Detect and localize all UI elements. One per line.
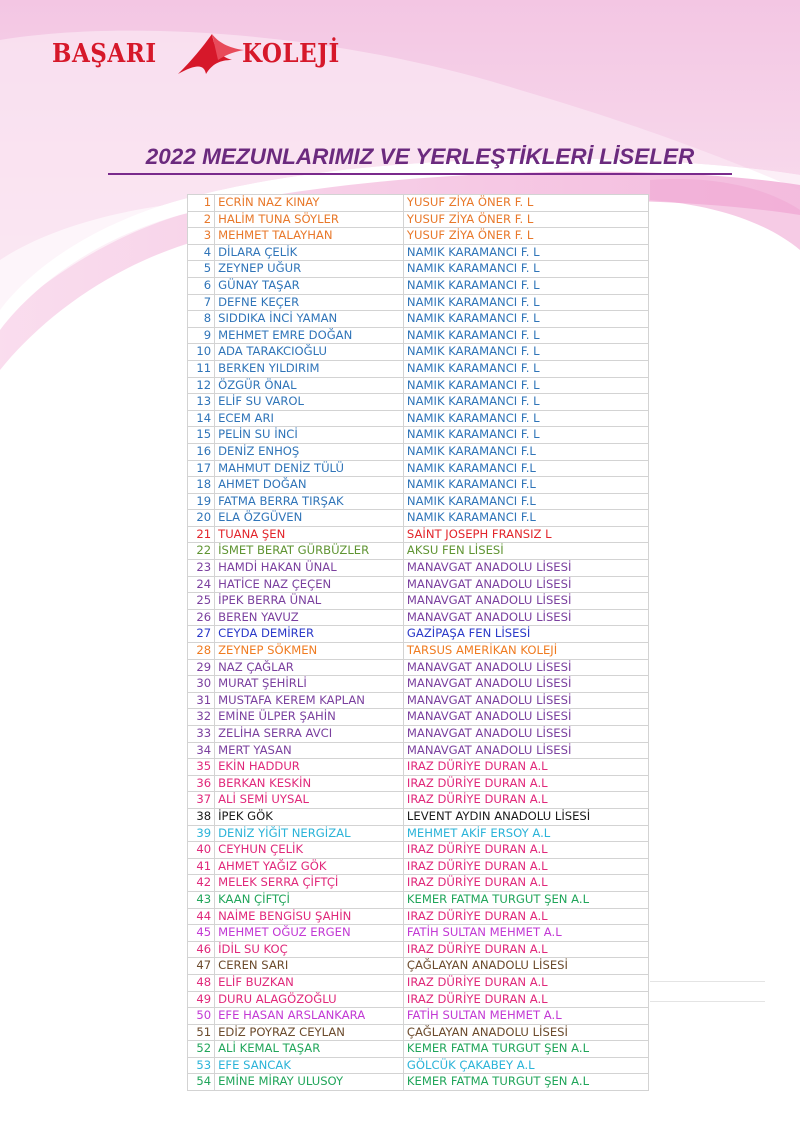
row-number: 47 xyxy=(188,958,215,975)
table-row xyxy=(188,709,649,726)
student-name: EMİNE MİRAY ULUSOY xyxy=(215,1074,404,1091)
row-number: 39 xyxy=(188,825,215,842)
school-name: NAMIK KARAMANCI F.L xyxy=(403,460,648,477)
student-name: ALİ KEMAL TAŞAR xyxy=(215,1041,404,1058)
student-name: DİLARA ÇELİK xyxy=(215,244,404,261)
row-number: 49 xyxy=(188,991,215,1008)
row-number: 14 xyxy=(188,410,215,427)
row-number: 8 xyxy=(188,311,215,328)
row-number: 44 xyxy=(188,908,215,925)
row-number: 16 xyxy=(188,443,215,460)
student-name: ECEM ARI xyxy=(215,410,404,427)
school-name: NAMIK KARAMANCI F. L xyxy=(403,277,648,294)
table-row xyxy=(188,1074,649,1091)
table-row xyxy=(188,742,649,759)
student-name: DEFNE KEÇER xyxy=(215,294,404,311)
row-number: 29 xyxy=(188,659,215,676)
row-number: 3 xyxy=(188,228,215,245)
school-name: IRAZ DÜRİYE DURAN A.L xyxy=(403,875,648,892)
student-name: MAHMUT DENİZ TÜLÜ xyxy=(215,460,404,477)
school-name: MANAVGAT ANADOLU LİSESİ xyxy=(403,692,648,709)
row-number: 19 xyxy=(188,493,215,510)
student-name: CEYHUN ÇELİK xyxy=(215,842,404,859)
school-name: NAMIK KARAMANCI F. L xyxy=(403,311,648,328)
school-name: IRAZ DÜRİYE DURAN A.L xyxy=(403,991,648,1008)
school-name: MANAVGAT ANADOLU LİSESİ xyxy=(403,709,648,726)
table-row xyxy=(188,477,649,494)
student-name: İPEK BERRA ÜNAL xyxy=(215,593,404,610)
table-row xyxy=(188,228,649,245)
student-name: HATİCE NAZ ÇEÇEN xyxy=(215,576,404,593)
table-row xyxy=(188,1024,649,1041)
student-name: GÜNAY TAŞAR xyxy=(215,277,404,294)
row-number: 1 xyxy=(188,195,215,212)
student-name: HALİM TUNA SÖYLER xyxy=(215,211,404,228)
table-row xyxy=(188,875,649,892)
table-row xyxy=(188,327,649,344)
table-row xyxy=(188,842,649,859)
student-name: HAMDİ HAKAN ÜNAL xyxy=(215,560,404,577)
student-name: ALİ SEMİ UYSAL xyxy=(215,792,404,809)
row-number: 23 xyxy=(188,560,215,577)
row-number: 7 xyxy=(188,294,215,311)
table-row xyxy=(188,427,649,444)
school-name: IRAZ DÜRİYE DURAN A.L xyxy=(403,974,648,991)
row-number: 36 xyxy=(188,775,215,792)
row-number: 13 xyxy=(188,394,215,411)
table-row xyxy=(188,858,649,875)
row-number: 41 xyxy=(188,858,215,875)
table-row xyxy=(188,925,649,942)
school-name: SAİNT JOSEPH FRANSIZ L xyxy=(403,526,648,543)
student-name: CEREN SARI xyxy=(215,958,404,975)
row-number: 25 xyxy=(188,593,215,610)
student-name: ZELİHA SERRA AVCI xyxy=(215,726,404,743)
school-name: GAZİPAŞA FEN LİSESİ xyxy=(403,626,648,643)
table-row xyxy=(188,543,649,560)
table-row xyxy=(188,808,649,825)
student-name: EDİZ POYRAZ CEYLAN xyxy=(215,1024,404,1041)
school-name: NAMIK KARAMANCI F. L xyxy=(403,427,648,444)
row-number: 27 xyxy=(188,626,215,643)
school-name: MANAVGAT ANADOLU LİSESİ xyxy=(403,659,648,676)
student-name: NAZ ÇAĞLAR xyxy=(215,659,404,676)
row-number: 52 xyxy=(188,1041,215,1058)
student-name: MERT YASAN xyxy=(215,742,404,759)
school-name: NAMIK KARAMANCI F. L xyxy=(403,394,648,411)
table-row xyxy=(188,460,649,477)
student-name: MEHMET TALAYHAN xyxy=(215,228,404,245)
logo-text-right: KOLEJİ xyxy=(242,38,340,70)
school-name: MANAVGAT ANADOLU LİSESİ xyxy=(403,609,648,626)
row-number: 18 xyxy=(188,477,215,494)
table-row xyxy=(188,394,649,411)
school-name: YUSUF ZİYA ÖNER F. L xyxy=(403,228,648,245)
row-number: 24 xyxy=(188,576,215,593)
table-row xyxy=(188,775,649,792)
table-row xyxy=(188,526,649,543)
school-name: MANAVGAT ANADOLU LİSESİ xyxy=(403,576,648,593)
table-row xyxy=(188,360,649,377)
row-number: 54 xyxy=(188,1074,215,1091)
school-name: MANAVGAT ANADOLU LİSESİ xyxy=(403,676,648,693)
school-name: IRAZ DÜRİYE DURAN A.L xyxy=(403,759,648,776)
table-row xyxy=(188,244,649,261)
row-number: 12 xyxy=(188,377,215,394)
row-number: 30 xyxy=(188,676,215,693)
table-row xyxy=(188,991,649,1008)
student-name: EKİN HADDUR xyxy=(215,759,404,776)
school-name: ÇAĞLAYAN ANADOLU LİSESİ xyxy=(403,1024,648,1041)
table-row xyxy=(188,692,649,709)
row-number: 9 xyxy=(188,327,215,344)
table-row xyxy=(188,1057,649,1074)
row-number: 37 xyxy=(188,792,215,809)
school-name: MEHMET AKİF ERSOY A.L xyxy=(403,825,648,842)
row-number: 34 xyxy=(188,742,215,759)
row-number: 10 xyxy=(188,344,215,361)
school-name: NAMIK KARAMANCI F. L xyxy=(403,244,648,261)
table-row xyxy=(188,792,649,809)
school-name: NAMIK KARAMANCI F. L xyxy=(403,377,648,394)
student-name: PELİN SU İNCİ xyxy=(215,427,404,444)
student-name: MUSTAFA KEREM KAPLAN xyxy=(215,692,404,709)
student-name: TUANA ŞEN xyxy=(215,526,404,543)
row-number: 48 xyxy=(188,974,215,991)
table-row xyxy=(188,1008,649,1025)
student-name: ÖZGÜR ÖNAL xyxy=(215,377,404,394)
school-name: KEMER FATMA TURGUT ŞEN A.L xyxy=(403,1041,648,1058)
table-row xyxy=(188,377,649,394)
school-name: IRAZ DÜRİYE DURAN A.L xyxy=(403,908,648,925)
school-name: TARSUS AMERİKAN KOLEJİ xyxy=(403,643,648,660)
school-name: IRAZ DÜRİYE DURAN A.L xyxy=(403,858,648,875)
table-row xyxy=(188,510,649,527)
table-row xyxy=(188,294,649,311)
student-name: FATMA BERRA TIRŞAK xyxy=(215,493,404,510)
logo-text-left: BAŞARI xyxy=(52,38,157,70)
table-row xyxy=(188,974,649,991)
student-name: MELEK SERRA ÇİFTÇİ xyxy=(215,875,404,892)
row-number: 38 xyxy=(188,808,215,825)
school-name: NAMIK KARAMANCI F. L xyxy=(403,410,648,427)
row-number: 33 xyxy=(188,726,215,743)
divider-line xyxy=(650,1001,765,1002)
table-row xyxy=(188,659,649,676)
row-number: 26 xyxy=(188,609,215,626)
student-name: EFE HASAN ARSLANKARA xyxy=(215,1008,404,1025)
school-name: KEMER FATMA TURGUT ŞEN A.L xyxy=(403,891,648,908)
row-number: 35 xyxy=(188,759,215,776)
school-name: FATİH SULTAN MEHMET A.L xyxy=(403,925,648,942)
school-name: FATİH SULTAN MEHMET A.L xyxy=(403,1008,648,1025)
table-row xyxy=(188,676,649,693)
student-name: AHMET YAĞIZ GÖK xyxy=(215,858,404,875)
row-number: 6 xyxy=(188,277,215,294)
school-name: NAMIK KARAMANCI F.L xyxy=(403,443,648,460)
student-name: DURU ALAGÖZOĞLU xyxy=(215,991,404,1008)
table-row xyxy=(188,211,649,228)
table-row xyxy=(188,311,649,328)
student-name: EMİNE ÜLPER ŞAHİN xyxy=(215,709,404,726)
table-row xyxy=(188,1041,649,1058)
row-number: 28 xyxy=(188,643,215,660)
graduates-table-body xyxy=(188,195,649,1091)
table-row xyxy=(188,443,649,460)
row-number: 2 xyxy=(188,211,215,228)
table-row xyxy=(188,493,649,510)
school-name: NAMIK KARAMANCI F. L xyxy=(403,294,648,311)
table-row xyxy=(188,593,649,610)
row-number: 11 xyxy=(188,360,215,377)
student-name: BERKEN YILDIRIM xyxy=(215,360,404,377)
student-name: MURAT ŞEHİRLİ xyxy=(215,676,404,693)
table-row xyxy=(188,560,649,577)
row-number: 46 xyxy=(188,941,215,958)
school-name: NAMIK KARAMANCI F. L xyxy=(403,360,648,377)
table-row xyxy=(188,626,649,643)
school-name: AKSU FEN LİSESİ xyxy=(403,543,648,560)
row-number: 4 xyxy=(188,244,215,261)
student-name: EFE SANCAK xyxy=(215,1057,404,1074)
student-name: CEYDA DEMİRER xyxy=(215,626,404,643)
row-number: 32 xyxy=(188,709,215,726)
table-row xyxy=(188,576,649,593)
student-name: İDİL SU KOÇ xyxy=(215,941,404,958)
school-name: MANAVGAT ANADOLU LİSESİ xyxy=(403,560,648,577)
row-number: 20 xyxy=(188,510,215,527)
table-row xyxy=(188,726,649,743)
student-name: AHMET DOĞAN xyxy=(215,477,404,494)
school-name: MANAVGAT ANADOLU LİSESİ xyxy=(403,593,648,610)
school-name: IRAZ DÜRİYE DURAN A.L xyxy=(403,842,648,859)
row-number: 50 xyxy=(188,1008,215,1025)
student-name: MEHMET EMRE DOĞAN xyxy=(215,327,404,344)
table-row xyxy=(188,261,649,278)
school-name: IRAZ DÜRİYE DURAN A.L xyxy=(403,775,648,792)
table-row xyxy=(188,609,649,626)
school-name: NAMIK KARAMANCI F. L xyxy=(403,327,648,344)
table-row xyxy=(188,958,649,975)
row-number: 51 xyxy=(188,1024,215,1041)
row-number: 5 xyxy=(188,261,215,278)
table-row xyxy=(188,277,649,294)
table-row xyxy=(188,344,649,361)
student-name: DENİZ YİĞİT NERGİZAL xyxy=(215,825,404,842)
row-number: 15 xyxy=(188,427,215,444)
row-number: 43 xyxy=(188,891,215,908)
row-number: 17 xyxy=(188,460,215,477)
school-name: IRAZ DÜRİYE DURAN A.L xyxy=(403,941,648,958)
student-name: ZEYNEP UĞUR xyxy=(215,261,404,278)
student-name: ADA TARAKCIOĞLU xyxy=(215,344,404,361)
logo-swoosh-icon xyxy=(172,30,250,76)
school-name: IRAZ DÜRİYE DURAN A.L xyxy=(403,792,648,809)
school-name: GÖLCÜK ÇAKABEY A.L xyxy=(403,1057,648,1074)
row-number: 45 xyxy=(188,925,215,942)
row-number: 21 xyxy=(188,526,215,543)
student-name: KAAN ÇİFTÇİ xyxy=(215,891,404,908)
row-number: 22 xyxy=(188,543,215,560)
school-name: NAMIK KARAMANCI F.L xyxy=(403,510,648,527)
student-name: ELA ÖZGÜVEN xyxy=(215,510,404,527)
school-name: ÇAĞLAYAN ANADOLU LİSESİ xyxy=(403,958,648,975)
student-name: MEHMET OĞUZ ERGEN xyxy=(215,925,404,942)
table-row xyxy=(188,941,649,958)
school-name: NAMIK KARAMANCI F. L xyxy=(403,261,648,278)
row-number: 53 xyxy=(188,1057,215,1074)
table-row xyxy=(188,195,649,212)
student-name: ELİF BUZKAN xyxy=(215,974,404,991)
student-name: ECRİN NAZ KINAY xyxy=(215,195,404,212)
page-title: 2022 MEZUNLARIMIZ VE YERLEŞTİKLERİ LİSELER xyxy=(145,144,695,169)
row-number: 40 xyxy=(188,842,215,859)
student-name: İPEK GÖK xyxy=(215,808,404,825)
student-name: ELİF SU VAROL xyxy=(215,394,404,411)
table-row xyxy=(188,410,649,427)
school-name: NAMIK KARAMANCI F.L xyxy=(403,493,648,510)
student-name: SIDDIKA İNCİ YAMAN xyxy=(215,311,404,328)
school-name: KEMER FATMA TURGUT ŞEN A.L xyxy=(403,1074,648,1091)
student-name: DENİZ ENHOŞ xyxy=(215,443,404,460)
student-name: NAİME BENGİSU ŞAHİN xyxy=(215,908,404,925)
table-row xyxy=(188,891,649,908)
school-name: YUSUF ZİYA ÖNER F. L xyxy=(403,211,648,228)
table-row xyxy=(188,825,649,842)
table-row xyxy=(188,759,649,776)
title-underline xyxy=(108,173,732,175)
student-name: BERKAN KESKİN xyxy=(215,775,404,792)
student-name: İSMET BERAT GÜRBÜZLER xyxy=(215,543,404,560)
school-name: NAMIK KARAMANCI F. L xyxy=(403,344,648,361)
school-name: LEVENT AYDIN ANADOLU LİSESİ xyxy=(403,808,648,825)
table-row xyxy=(188,908,649,925)
graduates-table xyxy=(187,194,649,1091)
school-name: MANAVGAT ANADOLU LİSESİ xyxy=(403,726,648,743)
divider-line xyxy=(650,981,765,982)
student-name: BEREN YAVUZ xyxy=(215,609,404,626)
student-name: ZEYNEP SÖKMEN xyxy=(215,643,404,660)
school-name: MANAVGAT ANADOLU LİSESİ xyxy=(403,742,648,759)
row-number: 42 xyxy=(188,875,215,892)
school-name: NAMIK KARAMANCI F.L xyxy=(403,477,648,494)
table-row xyxy=(188,643,649,660)
row-number: 31 xyxy=(188,692,215,709)
school-name: YUSUF ZİYA ÖNER F. L xyxy=(403,195,648,212)
